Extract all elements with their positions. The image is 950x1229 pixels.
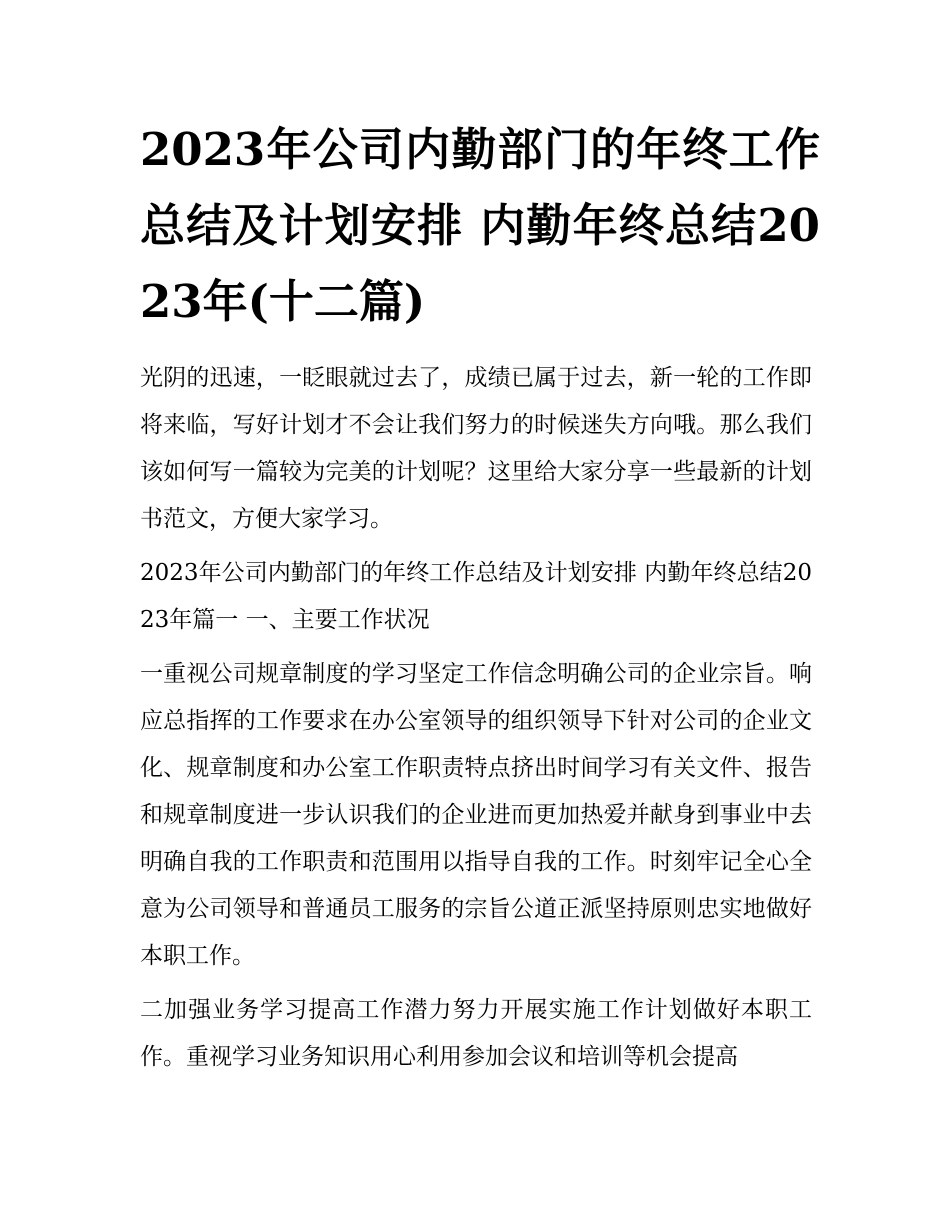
paragraph-intro: 光阴的迅速，一眨眼就过去了，成绩已属于过去，新一轮的工作即将来临，写好计划才不会让我们努力的时候迷失方向哦。那么我们该如何写一篇较为完美的计划呢？这里给大家分享一些最新的计划书范文，方便大家学习。 xyxy=(140,365,812,532)
paragraph-point-two: 二加强业务学习提高工作潜力努力开展实施工作计划做好本职工作。重视学习业务知识用心利用参加会议和培训等机会提高 xyxy=(140,997,812,1070)
document-title: 2023年公司内勤部门的年终工作总结及计划安排 内勤年终总结2023年(十二篇) xyxy=(140,123,820,328)
document-body xyxy=(140,355,812,1088)
paragraph-section-heading: 2023年公司内勤部门的年终工作总结及计划安排 内勤年终总结2023年篇一 一、主要工作状况 xyxy=(140,560,812,633)
paragraph-point-one: 一重视公司规章制度的学习坚定工作信念明确公司的企业宗旨。响应总指挥的工作要求在办公室领导的组织领导下针对公司的企业文化、规章制度和办公室工作职责特点挤出时间学习有关文件、报告和规章制度进一步认识我们的企业进而更加热爱并献身到事业中去明确自我的工作职责和范围用以指导自我的工作。时刻牢记全心全意为公司领导和普通员工服务的宗旨公道正派坚持原则忠实地做好本职工作。 xyxy=(140,661,812,969)
